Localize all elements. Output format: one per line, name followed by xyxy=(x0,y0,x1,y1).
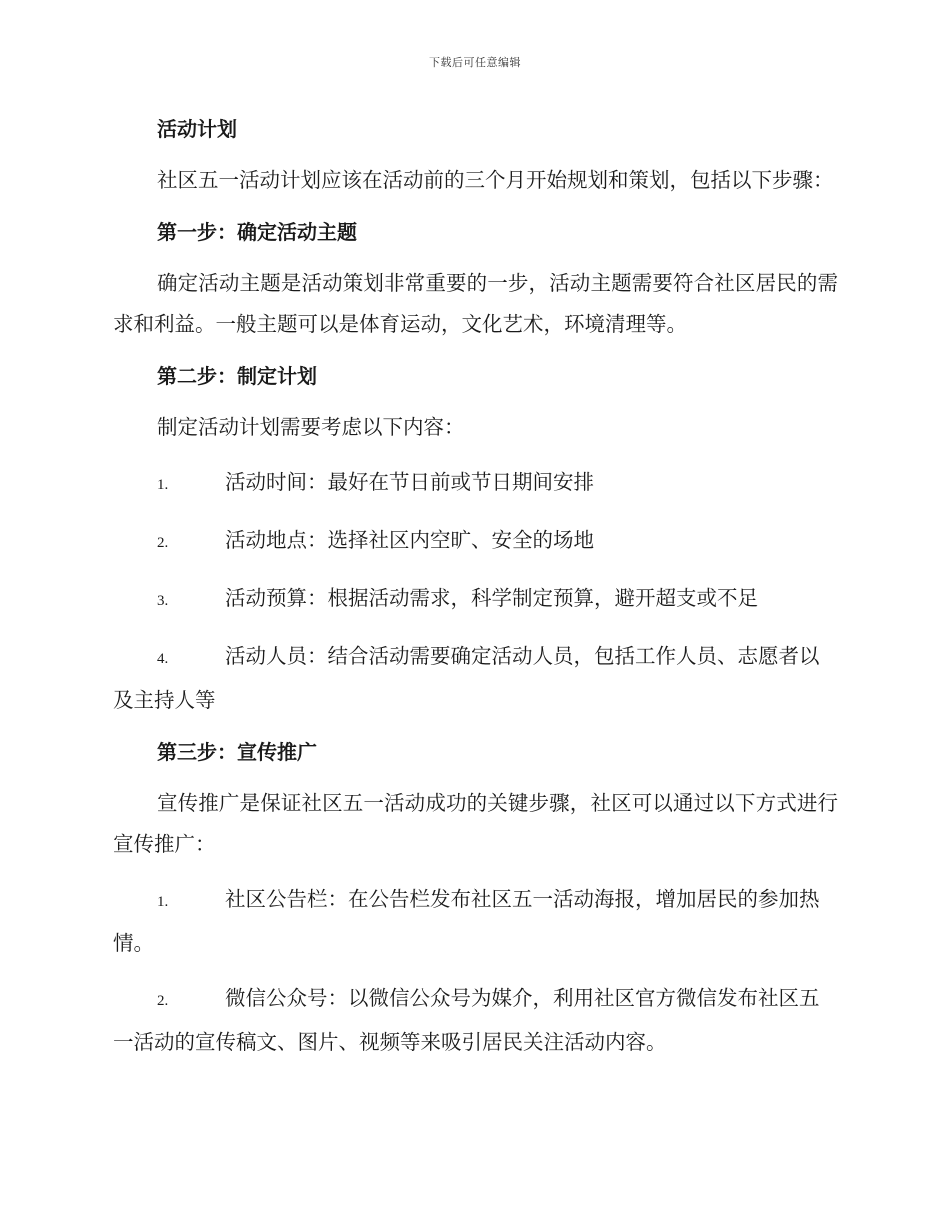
list-text: 微信公众号：以微信公众号为媒介，利用社区官方微信发布社区五一活动的宣传稿文、图片、视频等来吸引居民关注活动内容。 xyxy=(113,986,820,1054)
document-body xyxy=(113,110,838,1063)
list-number: 2. xyxy=(157,993,169,1009)
list-text: 活动人员：结合活动需要确定活动人员，包括工作人员、志愿者以及主持人等 xyxy=(113,644,820,712)
step1-paragraph: 确定活动主题是活动策划非常重要的一步，活动主题需要符合社区居民的需求和利益。一般主题可以是体育运动，文化艺术，环境清理等。 xyxy=(113,271,838,336)
step1-heading: 第一步：确定活动主题 xyxy=(157,220,357,244)
list-item xyxy=(113,462,838,506)
list-text: 活动时间：最好在节日前或节日期间安排 xyxy=(225,470,594,494)
header-note: 下载后可任意编辑 xyxy=(429,56,521,69)
list-text: 活动预算：根据活动需求，科学制定预算，避开超支或不足 xyxy=(225,586,758,610)
step2-heading: 第二步：制定计划 xyxy=(157,364,317,388)
step2-intro: 制定活动计划需要考虑以下内容： xyxy=(157,415,465,439)
list-number: 4. xyxy=(157,651,169,667)
list-item xyxy=(113,978,838,1063)
list-text: 社区公告栏：在公告栏发布社区五一活动海报，增加居民的参加热情。 xyxy=(113,887,820,955)
list-number: 3. xyxy=(157,593,169,609)
list-item xyxy=(113,578,838,622)
list-number: 1. xyxy=(157,894,169,910)
list-item xyxy=(113,520,838,564)
step3-intro: 宣传推广是保证社区五一活动成功的关键步骤，社区可以通过以下方式进行宣传推广： xyxy=(113,791,838,856)
section-title: 活动计划 xyxy=(157,117,237,141)
step3-heading: 第三步：宣传推广 xyxy=(157,740,317,764)
list-number: 1. xyxy=(157,477,169,493)
list-item xyxy=(113,879,838,964)
list-text: 活动地点：选择社区内空旷、安全的场地 xyxy=(225,528,594,552)
list-number: 2. xyxy=(157,535,169,551)
intro-paragraph: 社区五一活动计划应该在活动前的三个月开始规划和策划，包括以下步骤： xyxy=(157,168,834,192)
list-item xyxy=(113,636,838,721)
